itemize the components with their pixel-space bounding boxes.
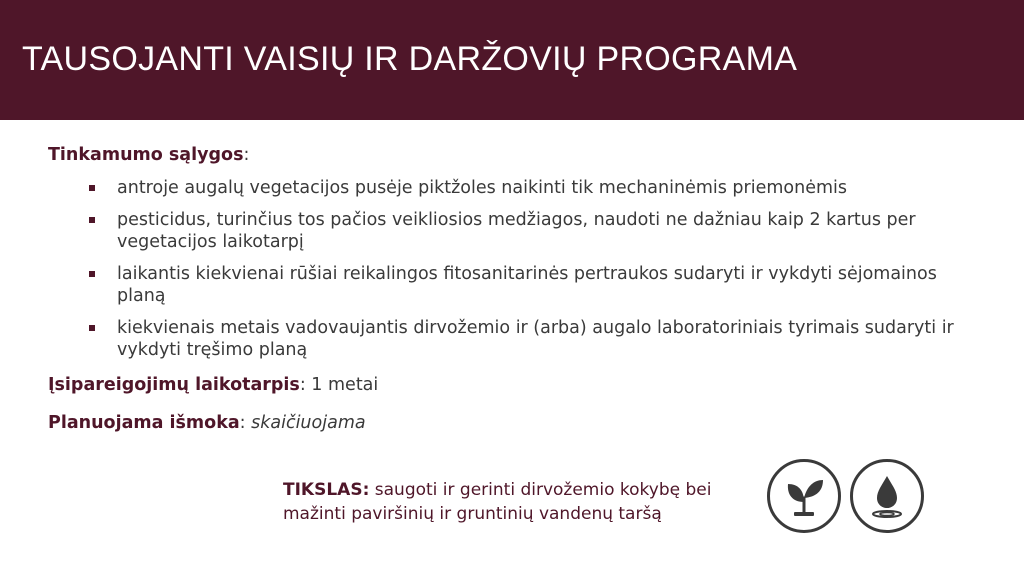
square-bullet-icon	[89, 325, 95, 331]
square-bullet-icon	[89, 271, 95, 277]
commitment-value: : 1 metai	[299, 375, 379, 395]
planned-payment	[48, 411, 988, 435]
payment-colon: :	[239, 413, 252, 433]
goal-text: saugoti ir gerinti dirvožemio kokybę bei mažinti paviršinių ir gruntinių vandenų taršą	[283, 480, 712, 524]
commitment-period	[48, 373, 988, 397]
list-item-text: kiekvienais metais vadovaujantis dirvožemio ir (arba) augalo laboratoriniais tyrimais sudaryti ir vykdyti tręšimo planą	[117, 318, 954, 360]
list-item-text: pesticidus, turinčius tos pačios veikliosios medžiagos, naudoti ne dažniau kaip 2 kartus per vegetacijos laikotarpį	[117, 210, 916, 252]
list-item	[48, 177, 988, 199]
square-bullet-icon	[89, 185, 95, 191]
conditions-list	[48, 177, 988, 361]
payment-value: skaičiuojama	[251, 413, 366, 433]
square-bullet-icon	[89, 217, 95, 223]
commitment-label: Įsipareigojimų laikotarpis	[48, 375, 300, 395]
conditions-colon: :	[243, 145, 250, 165]
goal-label: TIKSLAS:	[283, 480, 370, 500]
plant-sprout-icon	[767, 459, 841, 533]
title-banner	[0, 0, 1024, 120]
page-title: TAUSOJANTI VAISIŲ IR DARŽOVIŲ PROGRAMA	[22, 40, 798, 78]
list-item-text: antroje augalų vegetacijos pusėje piktžoles naikinti tik mechaninėmis priemonėmis	[117, 178, 848, 198]
main-content	[48, 143, 988, 435]
conditions-heading-line	[48, 143, 988, 167]
payment-label: Planuojama išmoka	[48, 413, 240, 433]
list-item	[48, 317, 988, 361]
water-drop-icon	[850, 459, 924, 533]
list-item	[48, 263, 988, 307]
list-item-text: laikantis kiekvienai rūšiai reikalingos fitosanitarinės pertraukos sudaryti ir vykdyti sėjomainos planą	[117, 264, 937, 306]
list-item	[48, 209, 988, 253]
goal-statement	[283, 478, 763, 526]
conditions-heading: Tinkamumo sąlygos	[48, 145, 244, 165]
